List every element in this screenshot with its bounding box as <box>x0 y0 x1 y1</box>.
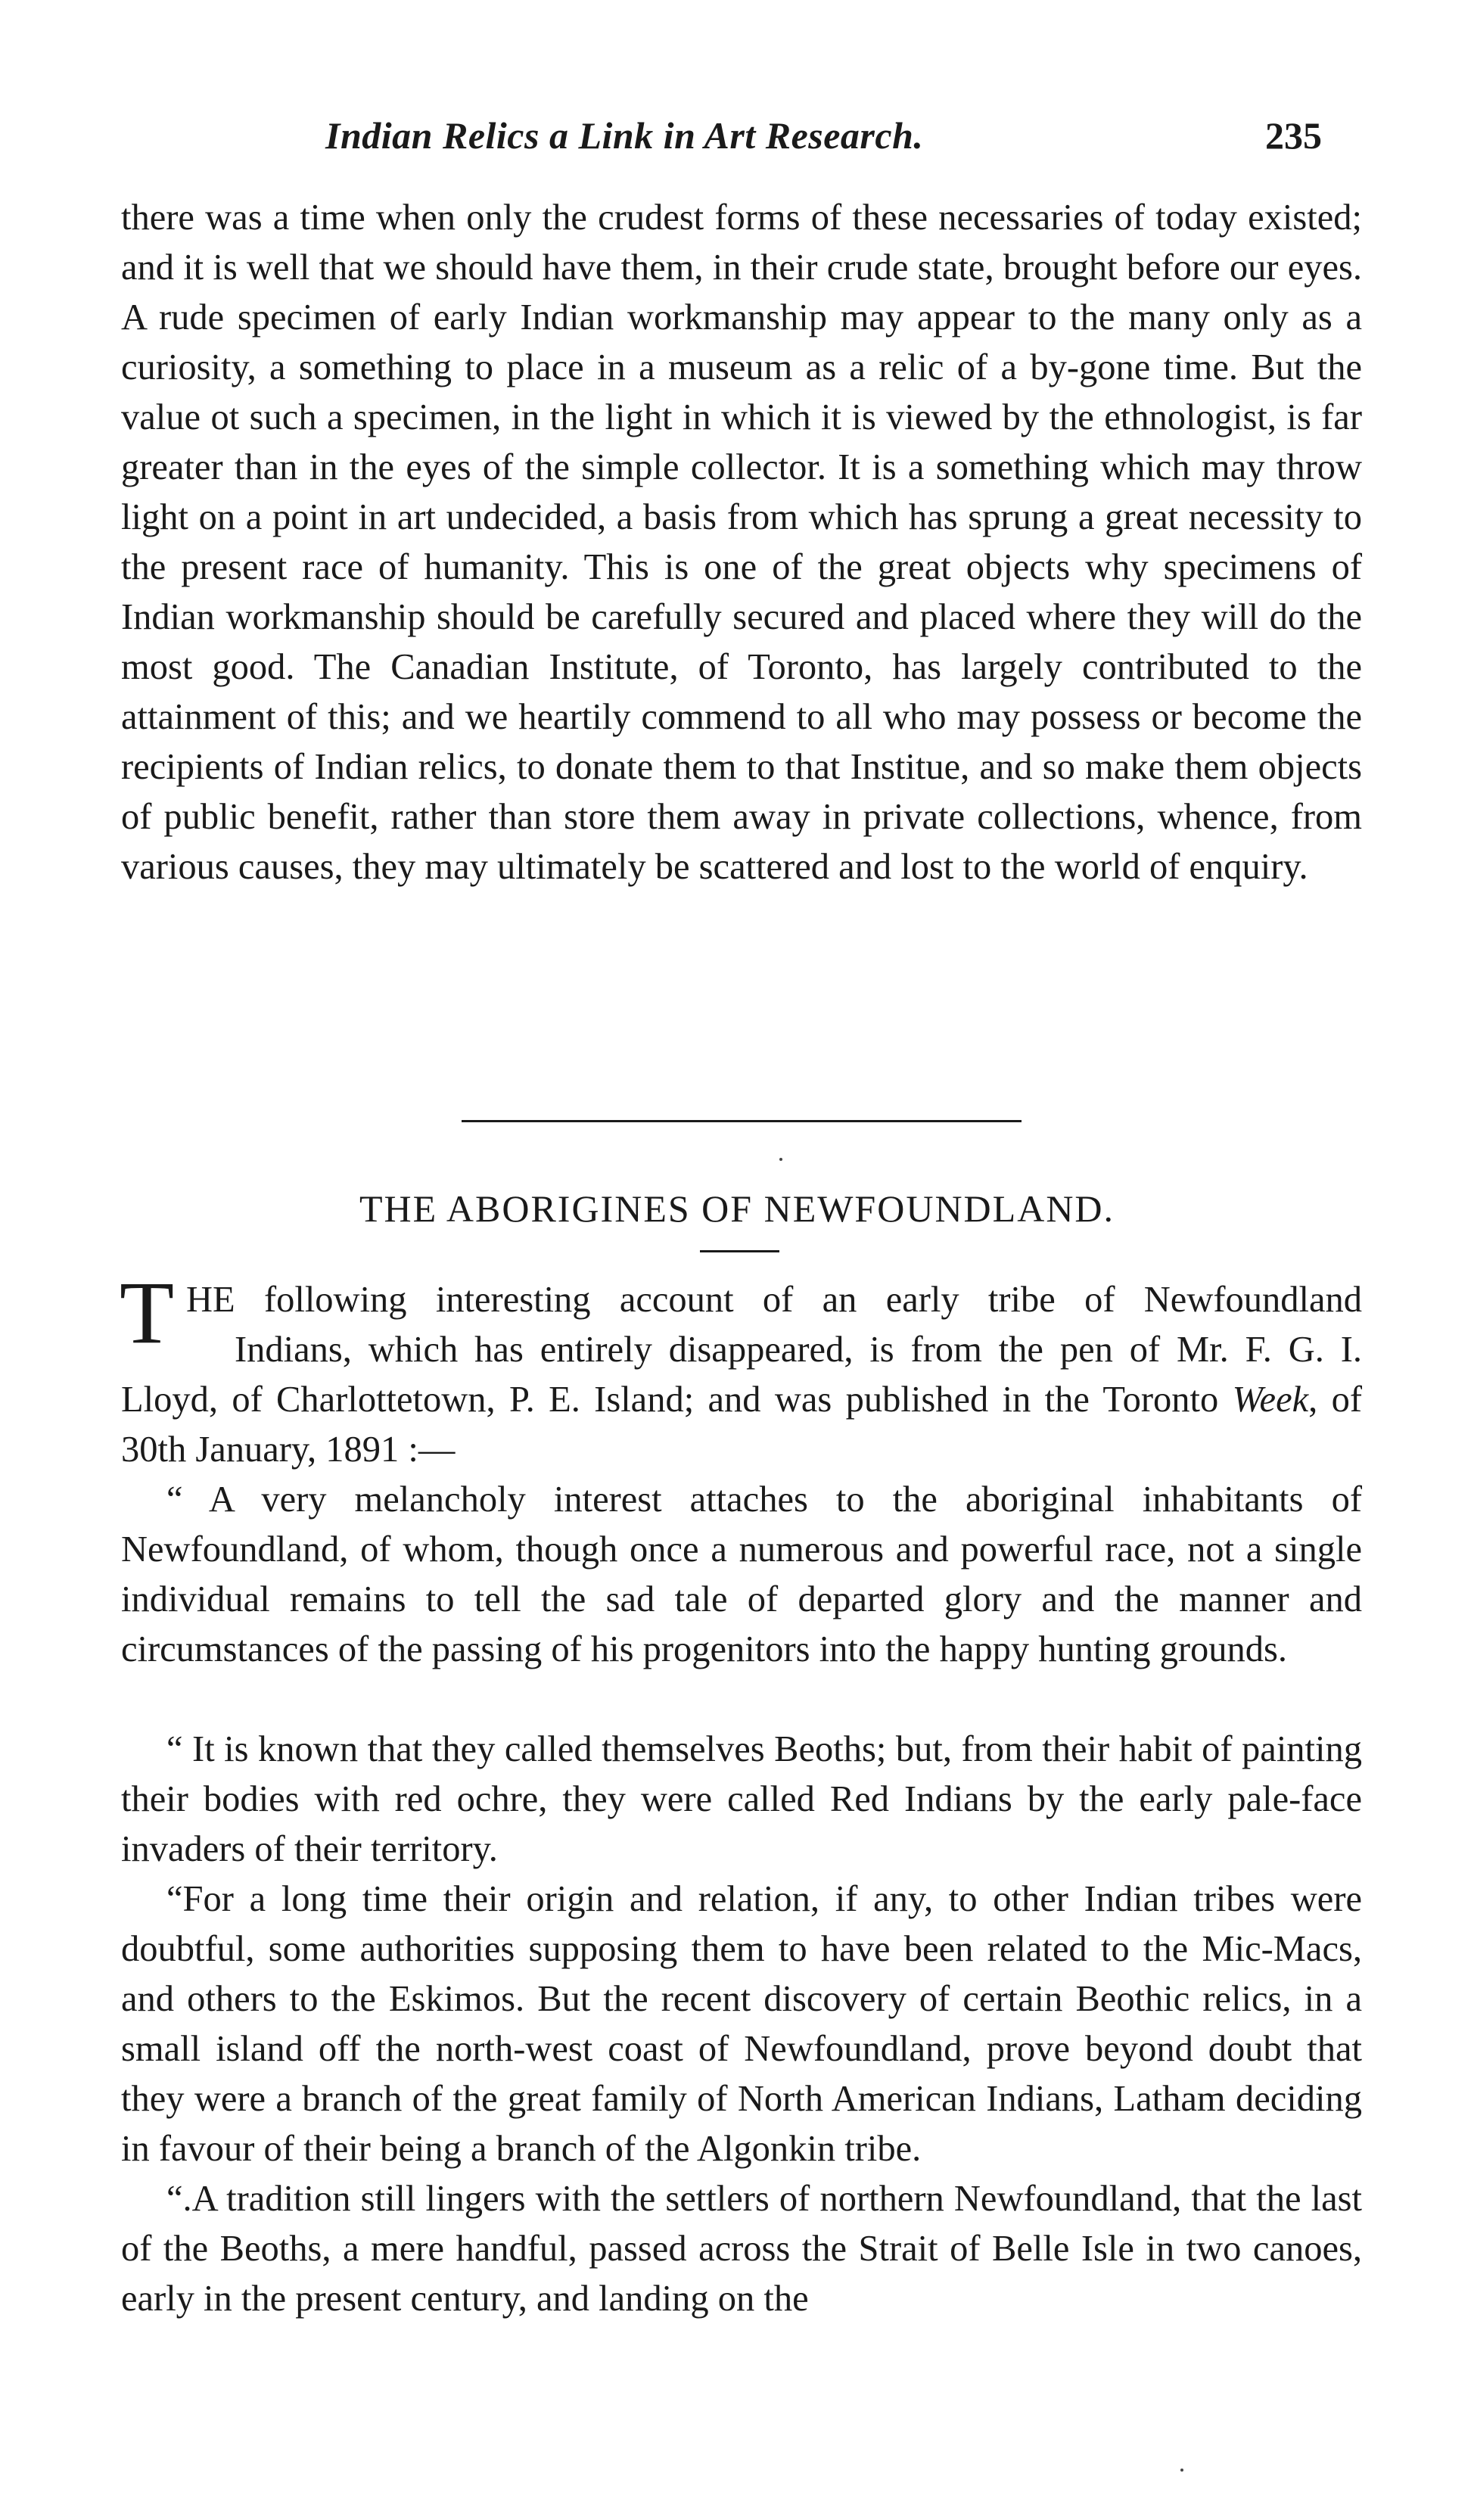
intro-text-b: , of 30th January, 1891 :— <box>121 1380 1362 1470</box>
intro-text-a: Indians, which has entirely disappeared, is from the pen of Mr. F. G. I. Lloyd, of Charlottetown, P. E. Island; and was published in the Toronto <box>121 1330 1362 1420</box>
section-title: THE ABORIGINES OF NEWFOUNDLAND. <box>359 1187 1115 1230</box>
drop-cap: T <box>120 1263 175 1362</box>
print-speck <box>779 1158 782 1161</box>
quote-paragraph-4: “.A tradition still lingers with the settlers of northern Newfoundland, that the last of the Beoths, a mere handful, passed across the Strait of Belle Isle in two canoes, early in the present century, and landing on the <box>121 2179 1362 2319</box>
page-number: 235 <box>1265 114 1322 157</box>
print-speck <box>1180 2469 1183 2472</box>
quote-paragraph-1: “ A very melancholy interest attaches to the aboriginal inhabitants of Newfoundland, of whom, though once a numerous and powerful race, not a single individual remains to tell the sad tale of departed glory and the manner and circumstances of the passing of his progenitors into the happy hunting grounds. <box>121 1479 1362 1669</box>
intro-first-line: HE following interesting account of an early tribe of Newfoundland <box>186 1280 1362 1320</box>
section-divider-rule <box>462 1120 1022 1122</box>
title-underline-rule <box>700 1250 779 1252</box>
continuation-paragraph: there was a time when only the crudest forms of these necessaries of today existed; and it is well that we should have them, in their crude state, brought before our eyes. A rude specimen of early Indian workmanship may appear to the many only as a curiosity, a something to place in a museum as a relic of a by-gone time. But the value ot such a specimen, in the light in which it is viewed by the ethnologist, is far greater than in the eyes of the simple collector. It is a something which may throw light on a point in art undecided, a basis from which has sprung a great necessity to the present race of humanity. This is one of the great objects why specimens of Indian workmanship should be carefully secured and placed where they will do the most good. The Canadian Institute, of Toronto, has largely contributed to the attainment of this; and we heartily commend to all who may possess or become the recipients of Indian relics, to donate them to that Institue, and so make them objects of public benefit, rather than store them away in private collections, whence, from various causes, they may ultimately be scattered and lost to the world of enquiry. <box>121 198 1362 887</box>
quote-paragraph-2: “ It is known that they called themselves Beoths; but, from their habit of painting their bodies with red ochre, they were called Red Indians by the early pale-face invaders of their territory. <box>121 1729 1362 1869</box>
quote-paragraph-3: “For a long time their origin and relation, if any, to other Indian tribes were doubtful, some authorities supposing them to have been related to the Mic-Macs, and others to the Eskimos. But the recent discovery of certain Beothic relics, in a small island off the north-west coast of Newfoundland, prove beyond doubt that they were a branch of the great family of North American Indians, Latham deciding in favour of their being a branch of the Algonkin tribe. <box>121 1879 1362 2169</box>
running-title: Indian Relics a Link in Art Research. <box>325 114 924 157</box>
intro-paragraph <box>121 1325 1362 1475</box>
running-head <box>0 114 1474 166</box>
newspaper-title: Week <box>1232 1380 1309 1420</box>
